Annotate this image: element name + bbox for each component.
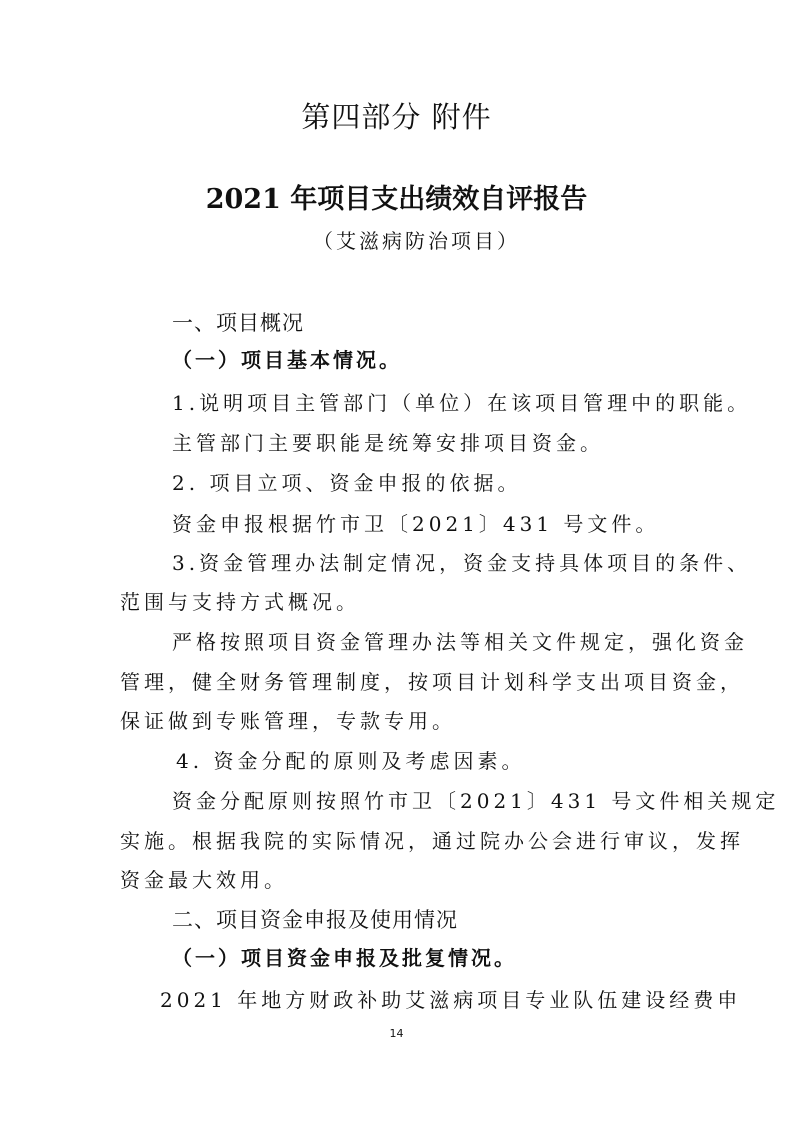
item-2-text: 资金申报根据竹市卫〔2021〕431 号文件。: [172, 512, 660, 536]
section-2-subheading: （一）项目资金申报及批复情况。: [172, 946, 517, 970]
section-1-subheading: （一）项目基本情况。: [172, 348, 402, 372]
item-3-line-1: 3.资金管理办法制定情况，资金支持具体项目的条件、: [172, 551, 752, 575]
item-2: 2. 项目立项、资金申报的依据。: [172, 471, 522, 495]
page-number: 14: [389, 1027, 404, 1040]
item-3-text-line-2: 管理，健全财务管理制度，按项目计划科学支出项目资金，: [120, 670, 744, 694]
part-title: 第四部分 附件: [301, 100, 492, 134]
section-2-heading: 二、项目资金申报及使用情况: [172, 908, 458, 932]
item-3-text-line-3: 保证做到专账管理，专款专用。: [120, 709, 456, 733]
item-4: 4. 资金分配的原则及考虑因素。: [176, 749, 526, 773]
item-3-line-2: 范围与支持方式概况。: [120, 590, 360, 614]
item-4-text-line-3: 资金最大效用。: [120, 868, 288, 892]
item-1: 1.说明项目主管部门（单位）在该项目管理中的职能。: [172, 391, 752, 415]
report-subtitle: （艾滋病防治项目）: [313, 229, 520, 253]
report-title: 2021 年项目支出绩效自评报告: [205, 184, 588, 215]
item-4-text-line-1: 资金分配原则按照竹市卫〔2021〕431 号文件相关规定: [172, 789, 780, 813]
item-1-text: 主管部门主要职能是统筹安排项目资金。: [172, 431, 604, 455]
section-2-text-line-1: 2021 年地方财政补助艾滋病项目专业队伍建设经费申: [160, 988, 742, 1012]
section-1-heading: 一、项目概况: [172, 311, 304, 335]
item-3-text-line-1: 严格按照项目资金管理办法等相关文件规定，强化资金: [172, 630, 748, 654]
item-4-text-line-2: 实施。根据我院的实际情况，通过院办公会进行审议，发挥: [120, 829, 744, 853]
